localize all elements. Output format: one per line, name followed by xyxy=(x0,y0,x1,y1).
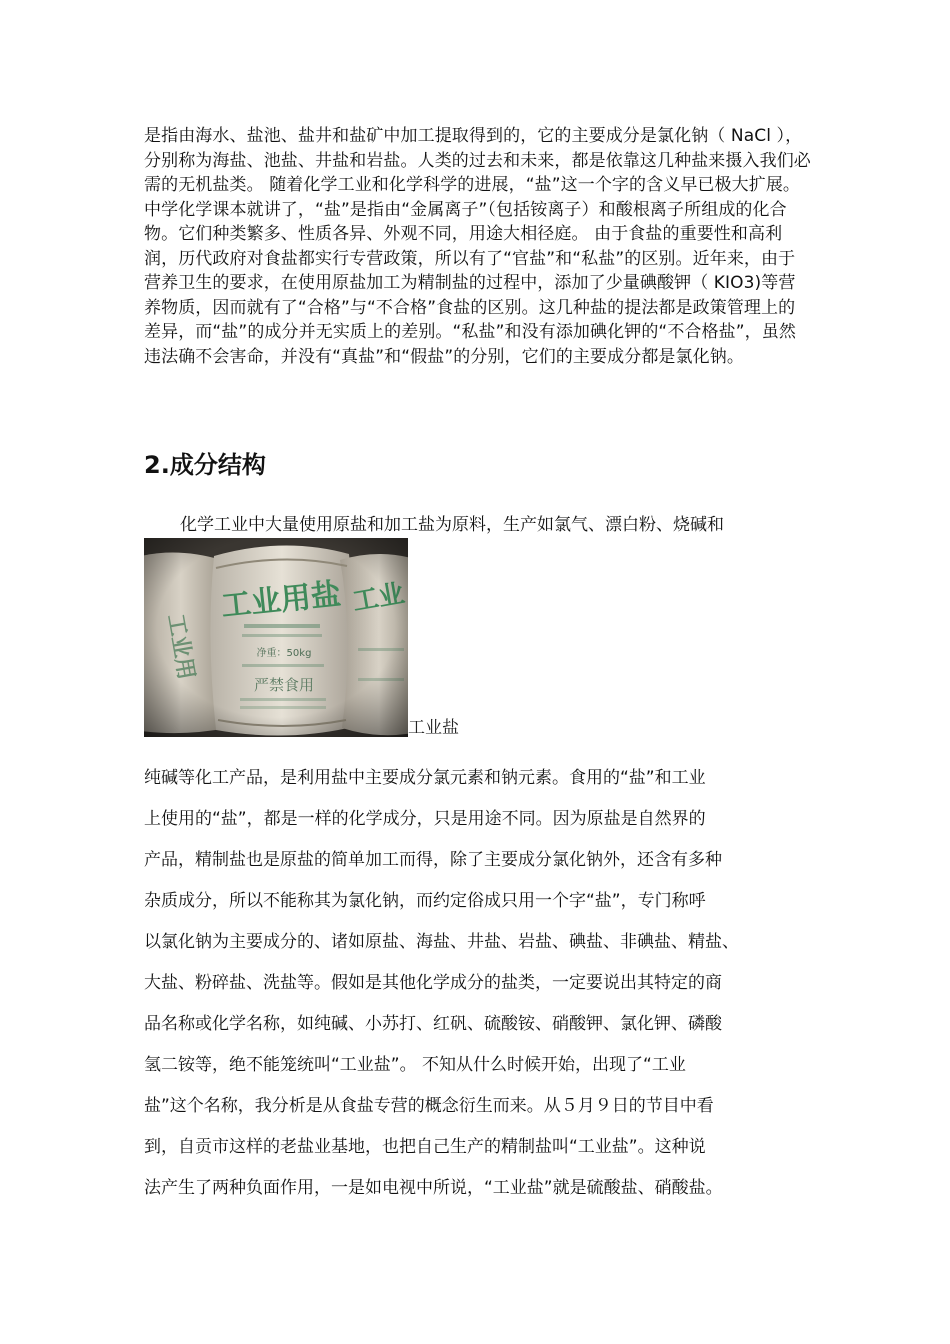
text-line: 氢二铵等，绝不能笼统叫“工业盐”。 不知从什么时候开始，出现了“工业 xyxy=(144,1055,686,1075)
text-line: 法产生了两种负面作用，一是如电视中所说，“工业盐”就是硫酸盐、硝酸盐。 xyxy=(144,1178,723,1198)
text-line: 大盐、粉碎盐、洗盐等。假如是其他化学成分的盐类，一定要说出其特定的商 xyxy=(144,973,722,993)
section-heading: 2.成分结构 xyxy=(144,451,266,479)
industrial-salt-photo xyxy=(144,538,408,737)
text-line: 到，自贡市这样的老盐业基地，也把自己生产的精制盐叫“工业盐”。这种说 xyxy=(144,1137,706,1157)
text-line: 以氯化钠为主要成分的、诸如原盐、海盐、井盐、岩盐、碘盐、非碘盐、精盐、 xyxy=(144,932,739,952)
paragraph-industry-intro: 化学工业中大量使用原盐和加工盐为原料，生产如氯气、漂白粉、烧碱和 xyxy=(180,515,724,535)
text-line: 产品，精制盐也是原盐的简单加工而得，除了主要成分氯化钠外，还含有多种 xyxy=(144,850,722,870)
photo-caption: 工业盐 xyxy=(408,718,459,738)
paragraph-industrial-salt xyxy=(144,758,824,1209)
text-line: 杂质成分，所以不能称其为氯化钠，而约定俗成只用一个字“盐”，专门称呼 xyxy=(144,891,706,911)
text-line: 品名称或化学名称，如纯碱、小苏打、红矾、硫酸铵、硝酸钾、氯化钾、磷酸 xyxy=(144,1014,722,1034)
paragraph-salt-definition: 是指由海水、盐池、盐井和盐矿中加工提取得到的，它的主要成分是氯化钠（ NaCl ），分别称为海盐、池盐、井盐和岩盐。人类的过去和未来，都是依靠这几种盐来摄入我们必需的无机盐类。 随着化学工业和化学科学的进展，“盐”这一个字的含义早已极大扩展。中学化学课本就讲了，“盐”是指由“金属离子”（包括铵离子）和酸根离子所组成的化合物。它们种类繁多、性质各异、外观不同，用途大相径庭。 由于食盐的重要性和高利润，历代政府对食盐都实行专营政策，所以有了“官盐”和“私盐”的区别。近年来，由于营养卫生的要求，在使用原盐加工为精制盐的过程中，添加了少量碘酸钾（ KIO3)等营养物质，因而就有了“合格”与“不合格”食盐的区别。这几种盐的提法都是政策管理上的差异，而“盐”的成分并无实质上的差别。“私盐”和没有添加碘化钾的“不合格盐”，虽然违法确不会害命，并没有“真盐”和“假盐”的分别，它们的主要成分都是氯化钠。 xyxy=(144,126,811,367)
text-line: 盐”这个名称，我分析是从食盐专营的概念衍生而来。从５月９日的节目中看 xyxy=(144,1096,714,1116)
text-line: 纯碱等化工产品，是利用盐中主要成分氯元素和钠元素。食用的“盐”和工业 xyxy=(144,768,706,788)
text-line: 上使用的“盐”，都是一样的化学成分，只是用途不同。因为原盐是自然界的 xyxy=(144,809,706,829)
